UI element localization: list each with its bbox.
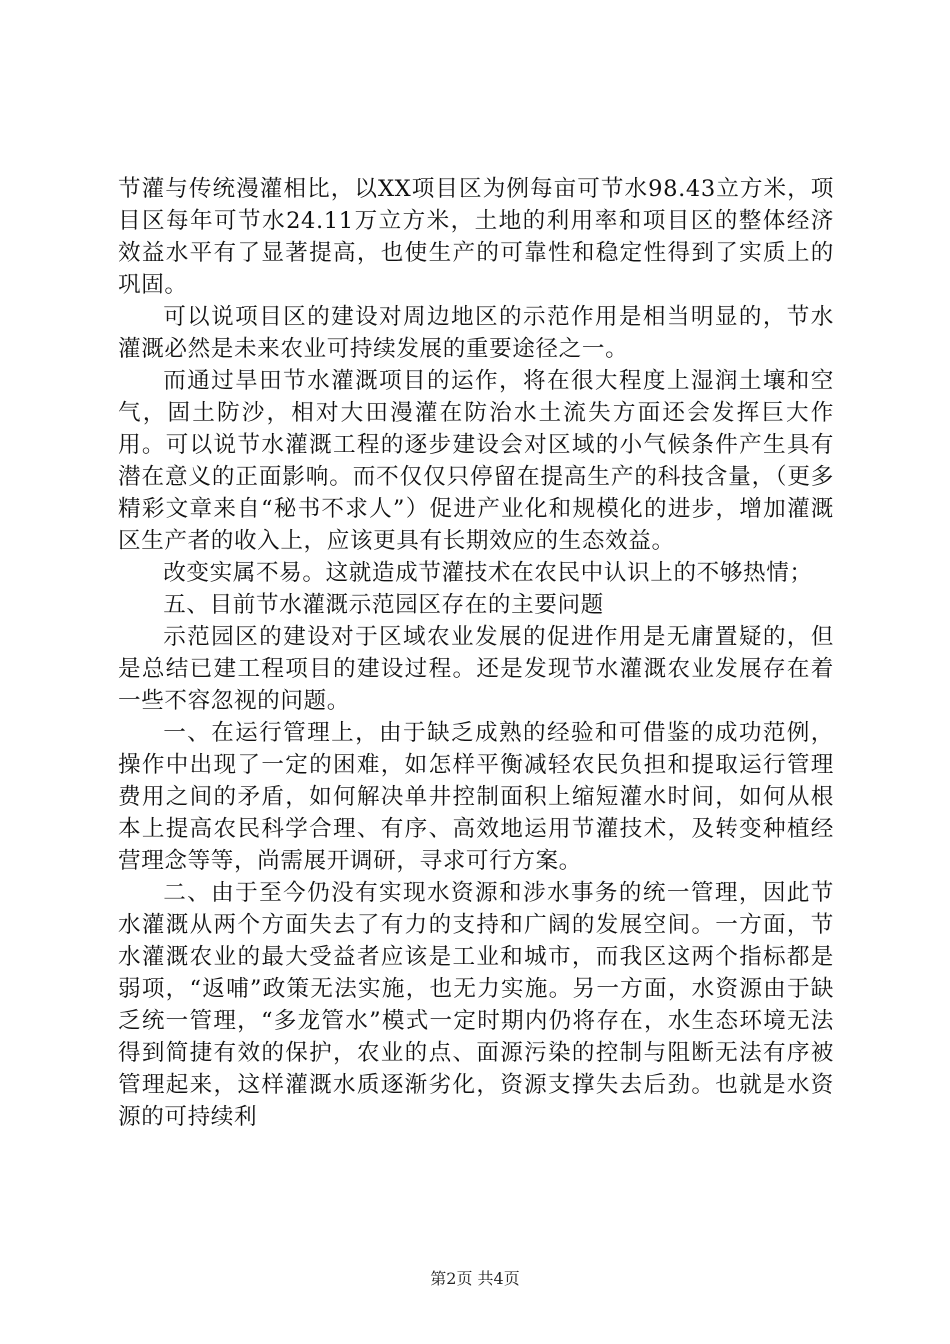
page-footer <box>0 1269 950 1289</box>
paragraph-6: 示范园区的建设对于区域农业发展的促进作用是无庸置疑的，但是总结已建工程项目的建设过程。还是发现节水灌溉农业发展存在着一些不容忽视的问题。 <box>118 624 834 714</box>
paragraph-2: 可以说项目区的建设对周边地区的示范作用是相当明显的，节水灌溉必然是未来农业可持续发展的重要途径之一。 <box>118 304 834 362</box>
page-number-label: 第2页 共4页 <box>430 1269 520 1288</box>
document-body <box>118 173 834 1133</box>
section-heading-five: 五、目前节水灌溉示范园区存在的主要问题 <box>163 592 604 618</box>
paragraph-4: 改变实属不易。这就造成节灌技术在农民中认识上的不够热情； <box>163 560 813 586</box>
paragraph-1: 节灌与传统漫灌相比，以XX项目区为例每亩可节水98.43立方米，项目区每年可节水24.11万立方米，土地的利用率和项目区的整体经济效益水平有了显著提高，也使生产的可靠性和稳定性得到了实质上的巩固。 <box>118 176 834 298</box>
paragraph-issue-two: 二、由于至今仍没有实现水资源和涉水事务的统一管理，因此节水灌溉从两个方面失去了有力的支持和广阔的发展空间。一方面，节水灌溉农业的最大受益者应该是工业和城市，而我区这两个指标都是弱项，“返哺”政策无法实施，也无力实施。另一方面，水资源由于缺乏统一管理，“多龙管水”模式一定时期内仍将存在，水生态环境无法得到简捷有效的保护，农业的点、面源污染的控制与阻断无法有序被管理起来，这样灌溉水质逐渐劣化，资源支撑失去后劲。也就是水资源的可持续利 <box>118 880 834 1130</box>
paragraph-issue-one: 一、在运行管理上，由于缺乏成熟的经验和可借鉴的成功范例，操作中出现了一定的困难，如怎样平衡减轻农民负担和提取运行管理费用之间的矛盾，如何解决单井控制面积上缩短灌水时间，如何从根本上提高农民科学合理、有序、高效地运用节灌技术，及转变种植经营理念等等，尚需展开调研，寻求可行方案。 <box>118 720 834 874</box>
paragraph-3: 而通过旱田节水灌溉项目的运作，将在很大程度上湿润土壤和空气，固土防沙，相对大田漫灌在防治水土流失方面还会发挥巨大作用。可以说节水灌溉工程的逐步建设会对区域的小气候条件产生具有潜在意义的正面影响。而不仅仅只停留在提高生产的科技含量，（更多精彩文章来自“秘书不求人”）促进产业化和规模化的进步，增加灌溉区生产者的收入上，应该更具有长期效应的生态效益。 <box>118 368 834 554</box>
